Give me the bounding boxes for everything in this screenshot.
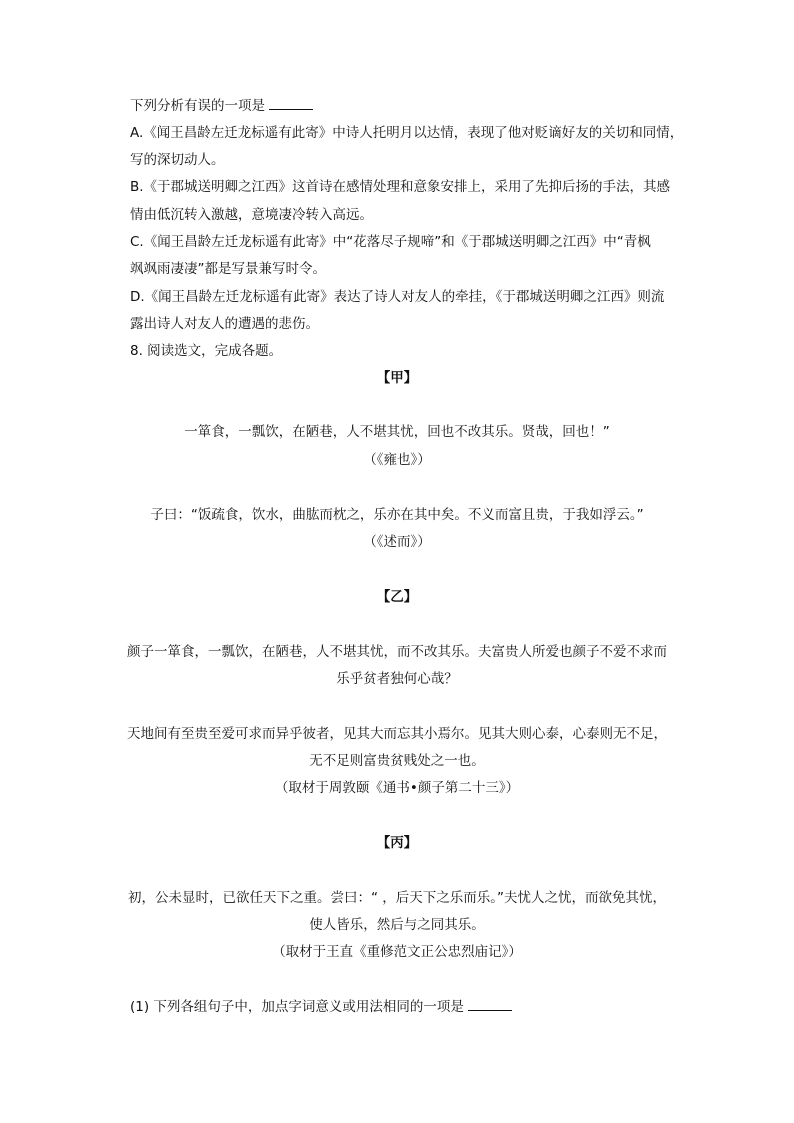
option-d-line-2: 露出诗人对友人的遭遇的悲伤。 — [130, 316, 319, 332]
answer-blank[interactable] — [468, 998, 512, 1011]
section-yi-passage-1b: 乐乎贫者独何心哉？ — [336, 671, 458, 687]
section-bing-heading: 【丙】 — [376, 835, 418, 851]
question-8-intro: 8. 阅读选文，完成各题。 — [130, 343, 283, 359]
option-c-line-1: C.《闻王昌龄左迁龙标遥有此寄》中“花落尽子规啼”和《于郡城送明卿之江西》中“青枫 — [130, 234, 651, 250]
section-bing-passage-1b: 使人皆乐，然后与之同其乐。 — [309, 917, 485, 933]
section-jia-passage-1: 一箪食，一瓢饮，在陋巷，人不堪其忧，回也不改其乐。贤哉，回也！” — [184, 424, 610, 440]
section-jia-heading: 【甲】 — [376, 370, 418, 386]
section-yi-passage-1a: 颜子一箪食，一瓢饮，在陋巷，人不堪其忧，而不改其乐。夫富贵人所爱也颜子不爱不求而 — [127, 644, 667, 660]
section-yi-source: （取材于周敦颐《通书•颜子第二十三》） — [274, 780, 520, 796]
option-a-line-2: 写的深切动人。 — [130, 152, 225, 168]
section-bing-source: （取材于王直《重修范文正公忠烈庙记》） — [272, 944, 522, 960]
section-jia-source-1: （《雍也》） — [363, 452, 431, 468]
sub-question-1 — [130, 997, 512, 1017]
sub-question-1-text: (1) 下列各组句子中，加点字词意义或用法相同的一项是 — [130, 999, 464, 1015]
question-7-stem-text: 下列分析有误的一项是 — [130, 98, 265, 114]
option-d-line-1: D.《闻王昌龄左迁龙标遥有此寄》表达了诗人对友人的牵挂，《于郡城送明卿之江西》则流 — [130, 289, 665, 305]
option-b-line-1: B.《于郡城送明卿之江西》这首诗在感情处理和意象安排上，采用了先抑后扬的手法，其感 — [130, 179, 671, 195]
section-jia-source-2: （《述而》） — [363, 534, 431, 550]
answer-blank[interactable] — [269, 97, 313, 110]
option-b-line-2: 情由低沉转入激越，意境凄冷转入高远。 — [130, 207, 373, 223]
option-c-line-2: 飒飒雨凄凄”都是写景兼写时令。 — [130, 261, 326, 277]
question-7-stem — [130, 96, 313, 116]
section-bing-passage-1a: 初，公未显时，已欲任天下之重。尝曰：“ ，后天下之乐而乐。”夫忧人之忧，而欲免其忧， — [127, 890, 667, 906]
option-a-line-1: A.《闻王昌龄左迁龙标遥有此寄》中诗人托明月以达情，表现了他对贬谪好友的关切和同情， — [130, 125, 684, 141]
section-yi-passage-2a: 天地间有至贵至爱可求而异乎彼者，见其大而忘其小焉尔。见其大则心泰，心泰则无不足， — [127, 726, 667, 742]
section-yi-heading: 【乙】 — [376, 589, 418, 605]
section-jia-passage-2: 子曰：“饭疏食，饮水，曲肱而枕之，乐亦在其中矣。不义而富且贵，于我如浮云。” — [150, 507, 644, 523]
section-yi-passage-2b: 无不足则富贵贫贱处之一也。 — [309, 753, 485, 769]
